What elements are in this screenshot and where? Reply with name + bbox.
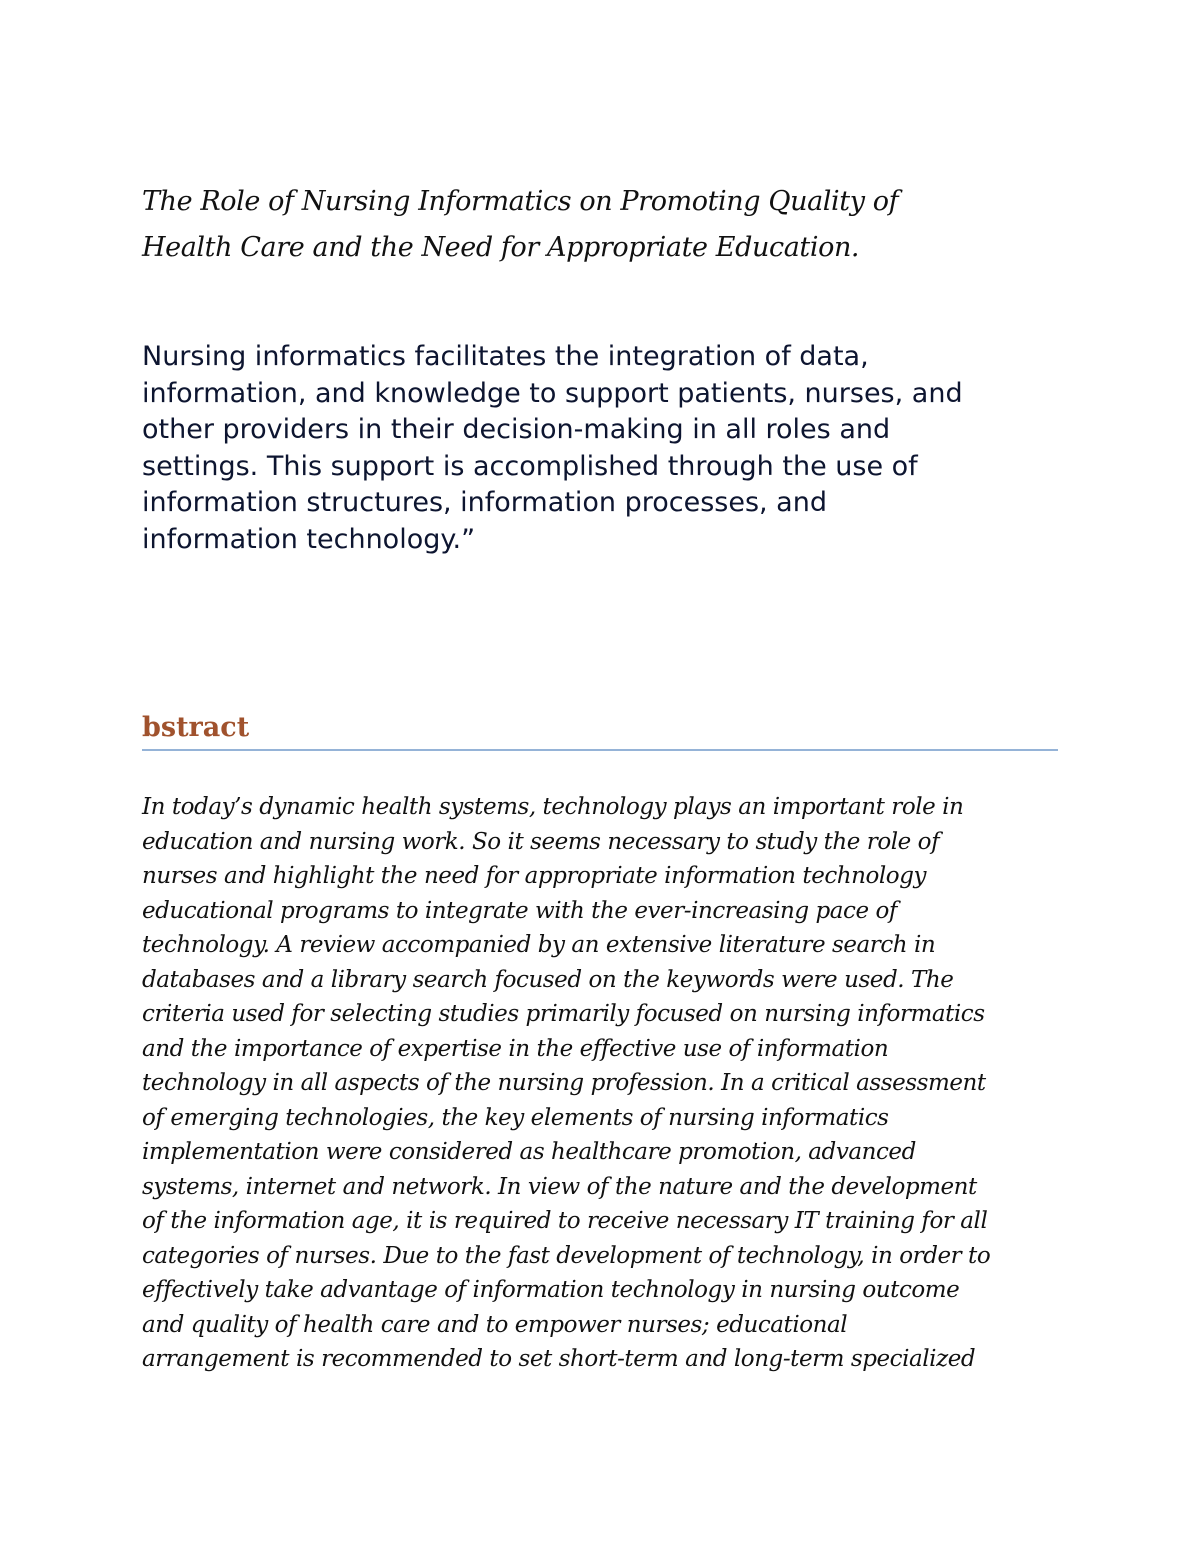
- abstract-line-7: criteria used for selecting studies primarily focused on nursing informatics: [142, 1001, 985, 1027]
- document-title-line-2: Health Care and the Need for Appropriate Education.: [142, 232, 860, 263]
- abstract-line-3: nurses and highlight the need for appropriate information technology: [142, 863, 927, 889]
- intro-line-1: Nursing informatics facilitates the integration of data,: [142, 341, 869, 372]
- intro-line-5: information structures, information processes, and: [142, 487, 827, 518]
- abstract-line-9: technology in all aspects of the nursing profession. In a critical assessment: [142, 1070, 986, 1096]
- intro-line-3: other providers in their decision-making in all roles and: [142, 414, 891, 445]
- abstract-line-14: categories of nurses. Due to the fast development of technology, in order to: [142, 1243, 991, 1269]
- intro-line-2: information, and knowledge to support patients, nurses, and: [142, 378, 963, 409]
- abstract-line-11: implementation were considered as healthcare promotion, advanced: [142, 1139, 916, 1165]
- intro-line-6: information technology.”: [142, 524, 476, 555]
- abstract-line-16: and quality of health care and to empower nurses; educational: [142, 1312, 848, 1338]
- abstract-line-13: of the information age, it is required to receive necessary IT training for all: [142, 1208, 988, 1234]
- abstract-line-8: and the importance of expertise in the effective use of information: [142, 1036, 889, 1062]
- intro-line-4: settings. This support is accomplished through the use of: [142, 451, 918, 482]
- abstract-line-2: education and nursing work. So it seems necessary to study the role of: [142, 829, 940, 855]
- abstract-line-15: effectively take advantage of information technology in nursing outcome: [142, 1277, 960, 1303]
- abstract-line-5: technology. A review accompanied by an extensive literature search in: [142, 932, 936, 958]
- abstract-line-4: educational programs to integrate with the ever-increasing pace of: [142, 898, 897, 924]
- abstract-line-10: of emerging technologies, the key elements of nursing informatics: [142, 1105, 889, 1131]
- abstract-line-1: In today’s dynamic health systems, technology plays an important role in: [142, 794, 964, 820]
- document-title-line-1: The Role of Nursing Informatics on Promoting Quality of: [142, 186, 899, 217]
- abstract-line-12: systems, internet and network. In view of the nature and the development: [142, 1174, 977, 1200]
- abstract-line-6: databases and a library search focused on the keywords were used. The: [142, 967, 954, 993]
- heading-underline-rule: [142, 749, 1058, 751]
- abstract-line-17: arrangement is recommended to set short-term and long-term specialized: [142, 1346, 976, 1372]
- abstract-heading: bstract: [142, 712, 250, 743]
